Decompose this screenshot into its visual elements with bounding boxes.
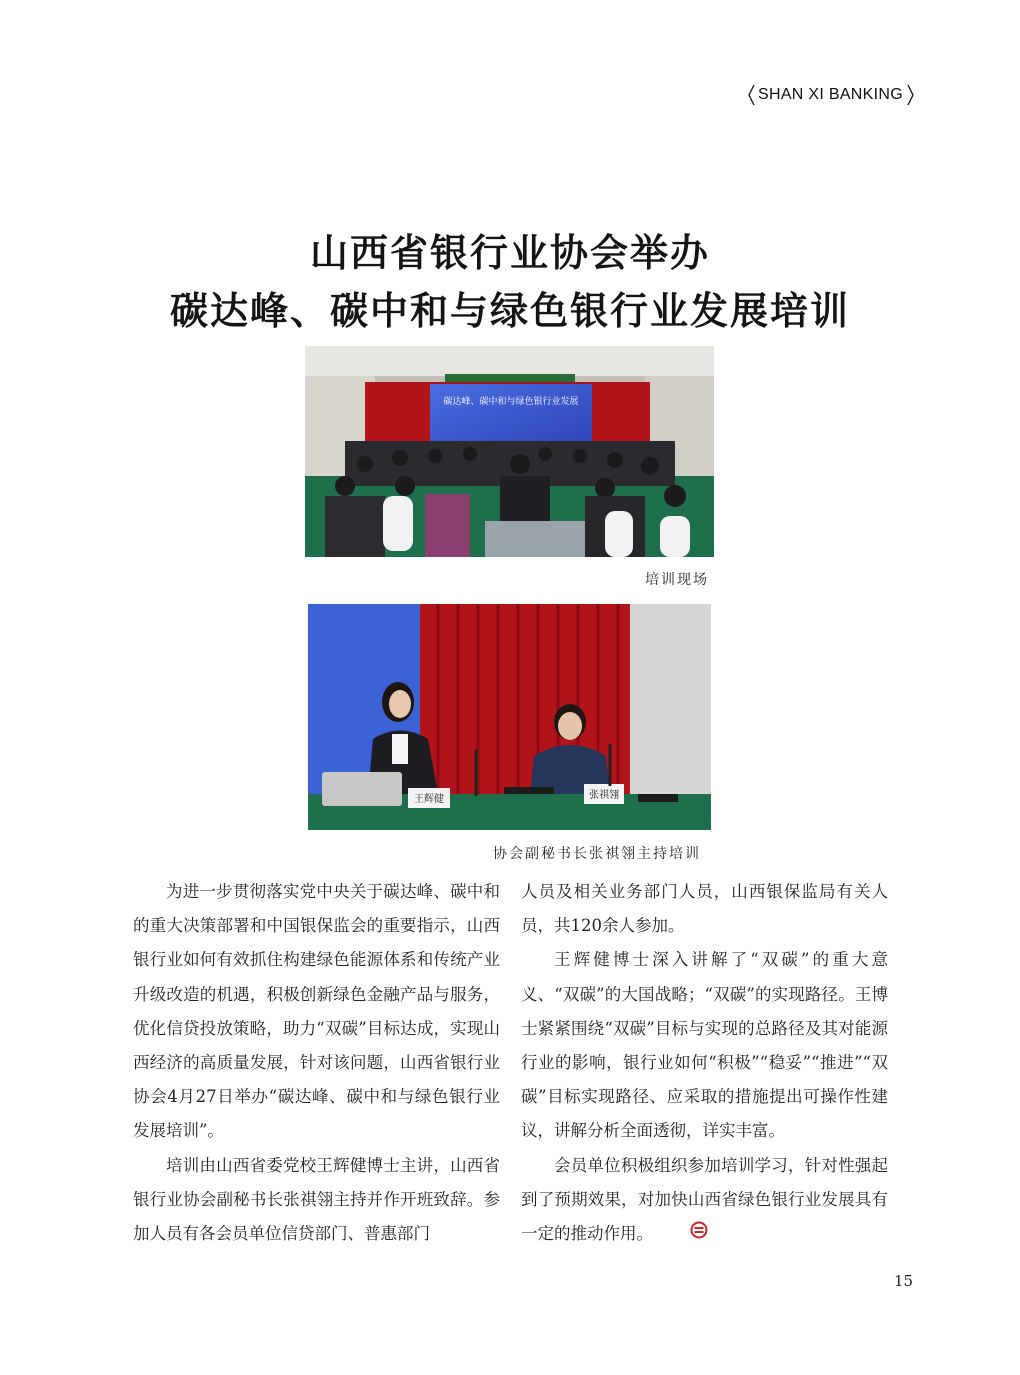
paragraph: 培训由山西省委党校王辉健博士主讲，山西省银行业协会副秘书长张祺翎主持并作开班致辞。参加人员有各会员单位信贷部门、普惠部门 [133,1155,500,1244]
running-head [748,83,913,107]
host-training-image [308,604,711,830]
nameplate-left: 王辉健 [414,794,444,805]
screen-title: 碳达峰、碳中和与绿色银行业发展 [443,397,579,407]
training-venue-image [305,346,714,557]
photo-caption-2: 协会副秘书长张祺翎主持培训 [493,846,701,862]
paragraph: 为进一步贯彻落实党中央关于碳达峰、碳中和的重大决策部署和中国银保监会的重要指示，山西银行业如何有效抓住构建绿色能源体系和传统产业升级改造的机遇，积极创新绿色金融产品与服务，优化信贷投放策略，助力“双碳”目标达成，实现山西经济的高质量发展，针对该问题，山西省银行业协会4月27日举办“碳达峰、碳中和与绿色银行业发展培训”。 [133,882,500,1141]
paragraph-text: 会员单位积极组织参加培训学习，针对性强起到了预期效果，对加快山西省绿色银行业发展具有一定的推动作用。 [521,1155,888,1244]
photo-host-training [308,604,711,830]
body-left-column [133,875,500,1251]
paragraph: 人员及相关业务部门人员，山西银保监局有关人员，共120余人参加。 [521,882,888,936]
body-right-column [521,875,888,1252]
page-number: 15 [894,1272,914,1290]
article-title-line2: 碳达峰、碳中和与绿色银行业发展培训 [169,288,850,333]
nameplate-right: 张祺翎 [589,790,619,801]
running-head-text: SHAN XI BANKING [758,86,903,103]
photo-training-venue [305,346,714,557]
paragraph-final [521,1149,888,1252]
article-title-line1: 山西省银行业协会举办 [309,230,710,275]
running-head-bracket-icon [748,83,916,107]
photo-caption-1: 培训现场 [645,572,709,588]
end-mark-logo-icon [657,1217,708,1251]
paragraph: 王辉健博士深入讲解了“双碳”的重大意义、“双碳”的大国战略；“双碳”的实现路径。王博士紧紧围绕“双碳”目标与实现的总路径及其对能源行业的影响，银行业如何“积极”“稳妥”“推进”“双碳”目标实现路径、应采取的措施提出可操作性建议，讲解分析全面透彻，详实丰富。 [521,950,888,1141]
